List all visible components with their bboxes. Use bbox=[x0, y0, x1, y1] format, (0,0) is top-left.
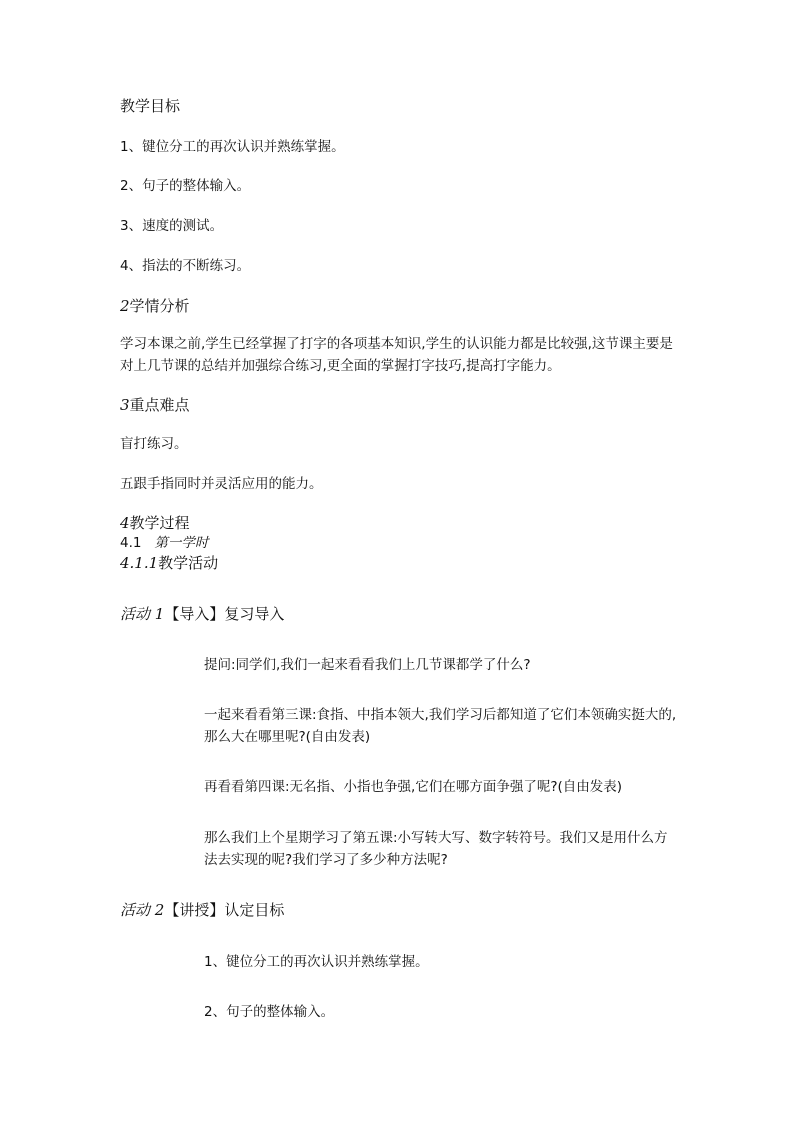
section-title-text: 学情分析 bbox=[129, 297, 190, 315]
activity-label: 活动 2 bbox=[120, 901, 165, 919]
section-number: 4 bbox=[120, 514, 130, 532]
goal-item-1: 1、键位分工的再次认识并熟练掌握。 bbox=[120, 139, 345, 155]
activity-2-item-1: 1、键位分工的再次认识并熟练掌握。 bbox=[204, 954, 429, 970]
goal-item-2: 2、句子的整体输入。 bbox=[120, 178, 251, 194]
subsection-number: 4.1.1 bbox=[120, 554, 159, 572]
key-point-2: 五跟手指同时并灵活应用的能力。 bbox=[120, 476, 323, 492]
activity-1-paragraph-2: 一起来看看第三课:食指、中指本领大,我们学习后都知道了它们本领确实挺大的,那么大在哪里呢?(自由发表) bbox=[204, 707, 677, 745]
activity-2-heading bbox=[120, 900, 284, 920]
section-number: 3 bbox=[120, 396, 130, 414]
activity-1-paragraph-3: 再看看第四课:无名指、小指也争强,它们在哪方面争强了呢?(自由发表) bbox=[204, 779, 623, 795]
subsection-title: 第一学时 bbox=[154, 535, 209, 551]
goal-item-3: 3、速度的测试。 bbox=[120, 218, 224, 234]
activity-1-paragraph-1: 提问:同学们,我们一起来看看我们上几节课都学了什么? bbox=[204, 657, 531, 673]
activity-2-item-2: 2、句子的整体输入。 bbox=[204, 1004, 335, 1020]
subsection-first-lesson bbox=[120, 533, 208, 553]
activity-title: 【讲授】认定目标 bbox=[164, 901, 285, 919]
activity-1-paragraph-4: 那么我们上个星期学习了第五课:小写转大写、数字转符号。我们又是用什么方法去实现的呢?我们学习了多少种方法呢? bbox=[204, 830, 668, 868]
student-analysis-paragraph: 学习本课之前,学生已经掌握了打字的各项基本知识,学生的认识能力都是比较强,这节课主要是对上几节课的总结并加强综合练习,更全面的掌握打字技巧,提高打字能力。 bbox=[120, 336, 673, 374]
activity-label: 活动 1 bbox=[120, 605, 165, 623]
section-number: 2 bbox=[120, 297, 130, 315]
section-title-teaching-process bbox=[120, 513, 190, 533]
activity-title: 【导入】复习导入 bbox=[164, 605, 285, 623]
subsection-number: 4.1 bbox=[120, 535, 142, 551]
section-title-text: 教学过程 bbox=[129, 514, 190, 532]
section-title-text: 重点难点 bbox=[129, 396, 190, 414]
activity-1-heading bbox=[120, 604, 284, 624]
key-point-1: 盲打练习。 bbox=[120, 436, 188, 452]
subsection-teaching-activities bbox=[120, 553, 218, 573]
section-title-student-analysis bbox=[120, 296, 190, 316]
goal-item-4: 4、指法的不断练习。 bbox=[120, 258, 251, 274]
section-title-teaching-goals: 教学目标 bbox=[120, 97, 181, 115]
subsection-title: 教学活动 bbox=[158, 554, 219, 572]
section-title-key-points bbox=[120, 395, 190, 415]
